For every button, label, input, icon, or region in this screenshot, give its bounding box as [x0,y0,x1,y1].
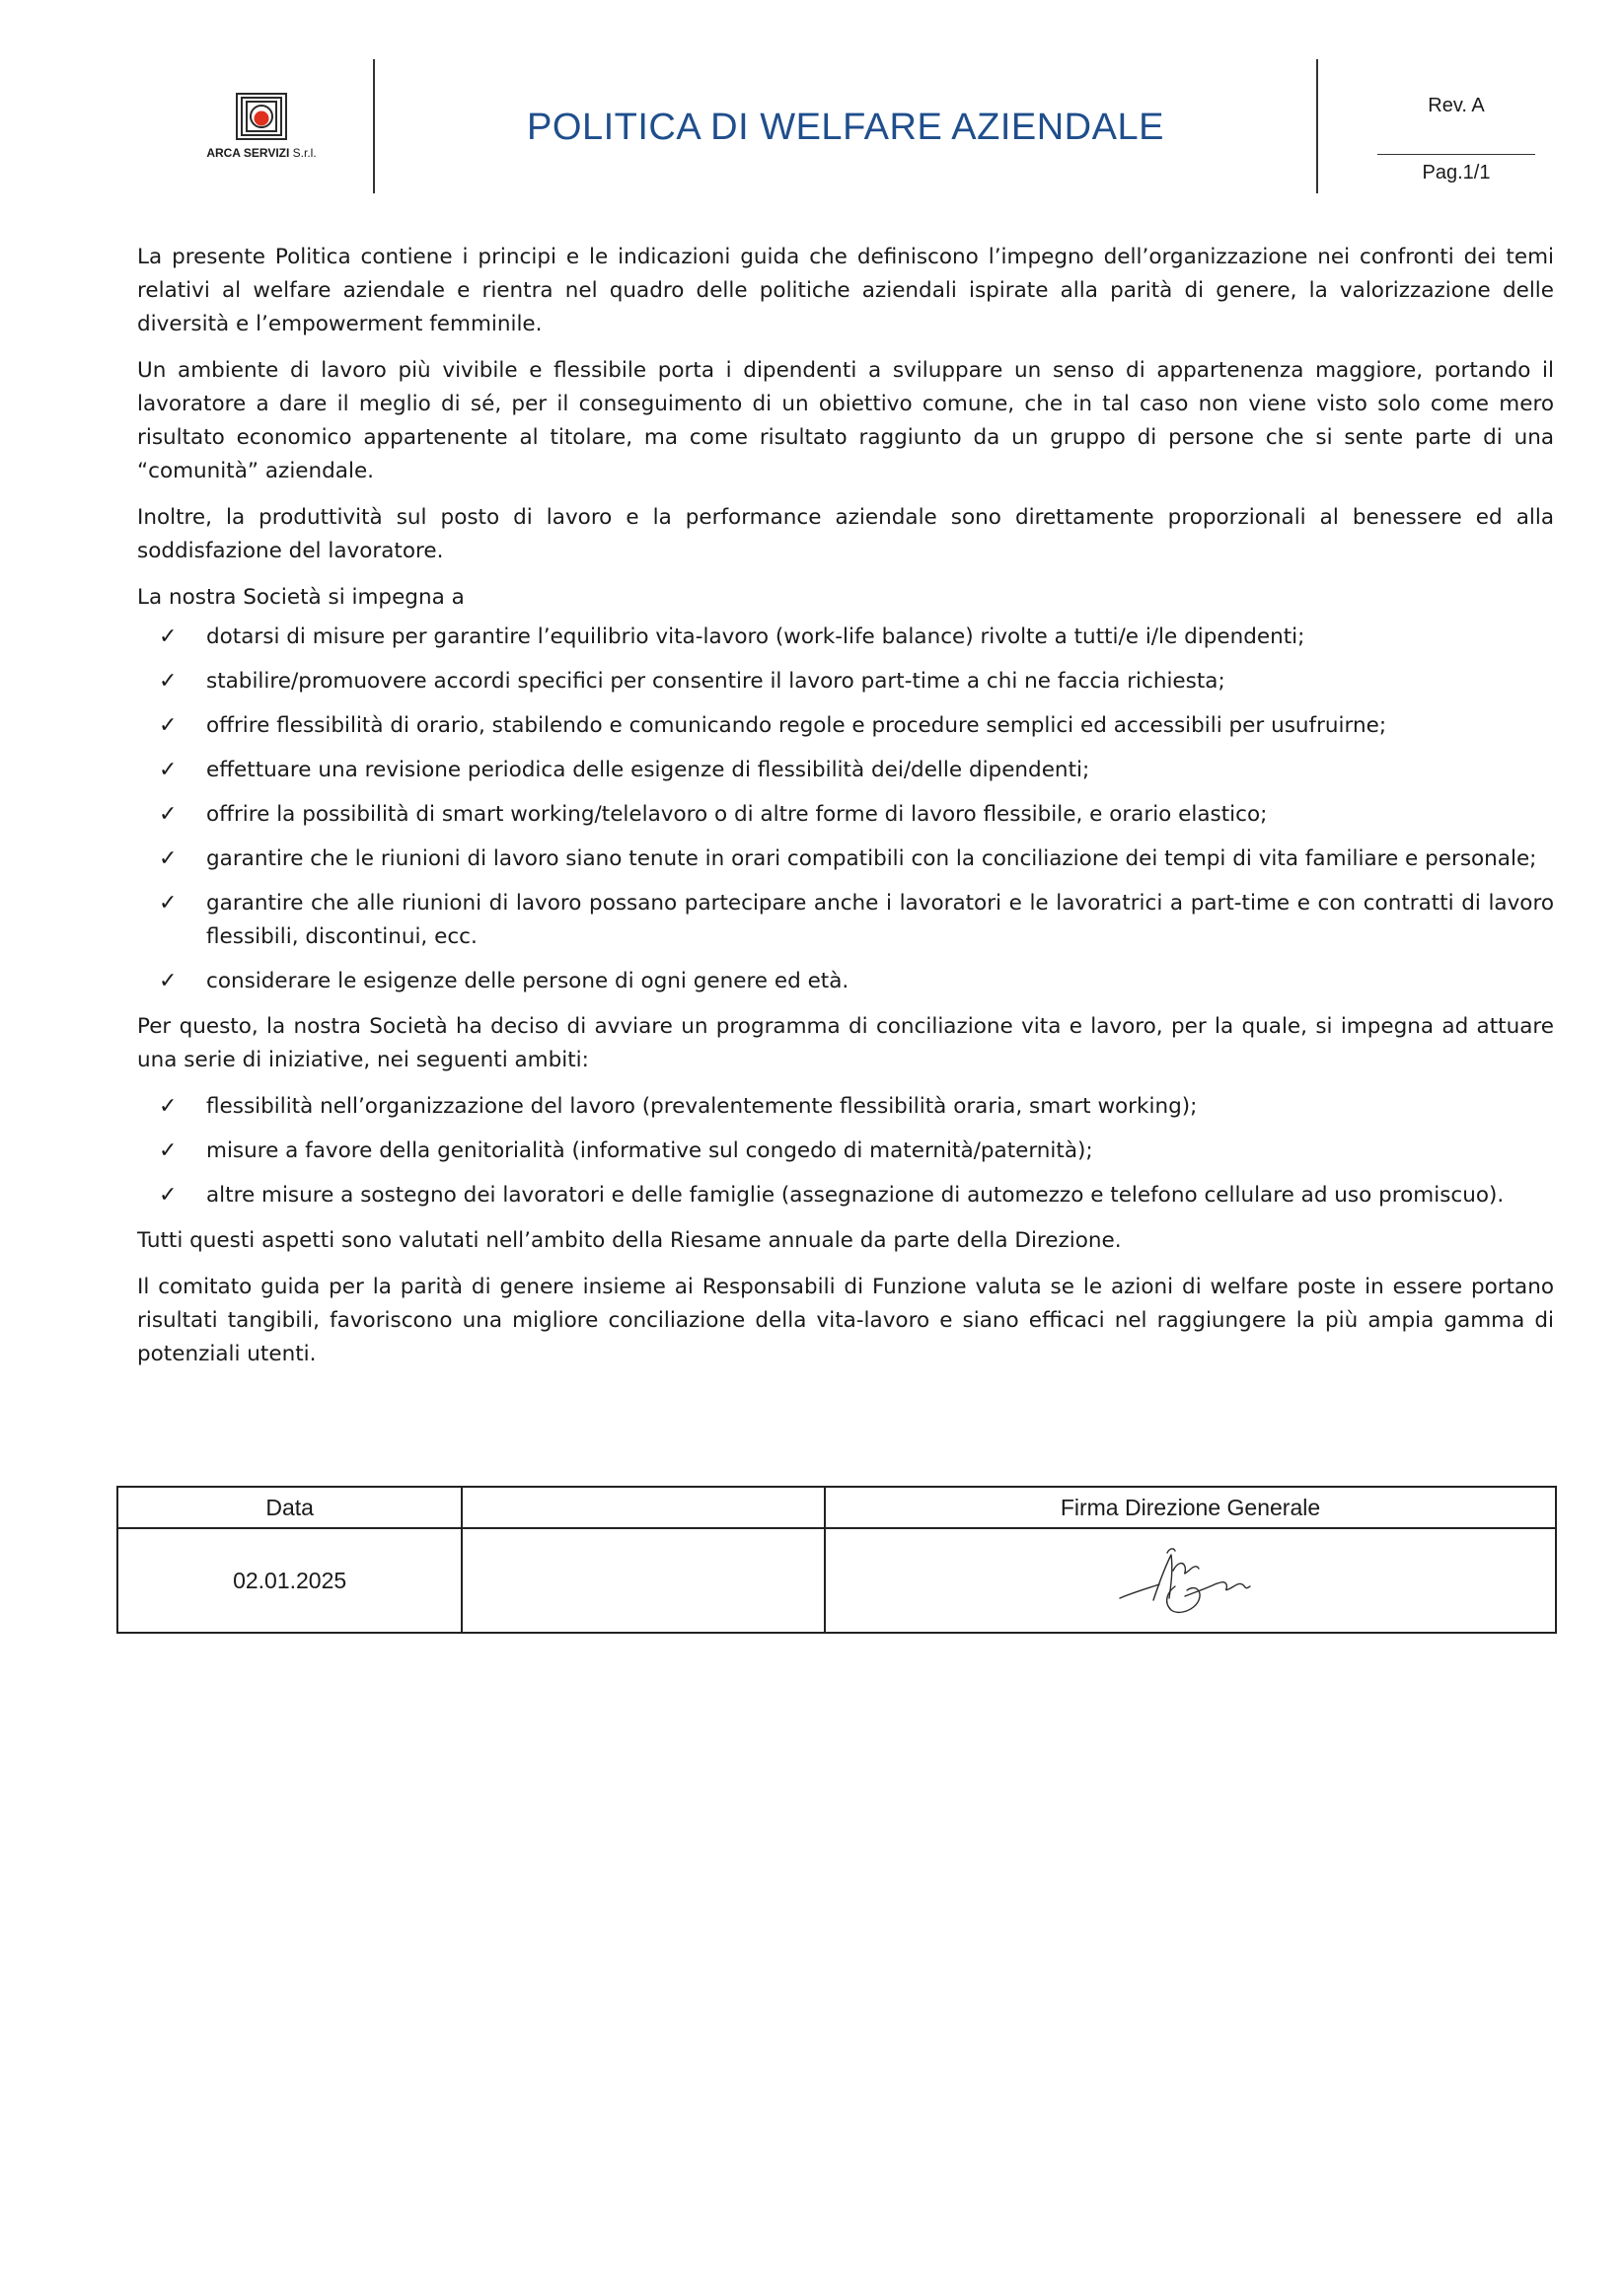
header-divider-left [373,59,375,193]
list-item [137,887,1554,954]
date-value: 02.01.2025 [117,1528,462,1633]
header-middle [462,1487,825,1528]
document-body [137,241,1554,1384]
list-item [137,843,1554,876]
header-signature: Firma Direzione Generale [825,1487,1556,1528]
header-date: Data [117,1487,462,1528]
checkmark-icon: ✓ [159,969,178,993]
company-name-text: ARCA SERVIZI [206,146,290,160]
header-divider-right [1316,59,1318,193]
list-item [137,621,1554,654]
list-item-text: effettuare una revisione periodica delle esigenze di flessibilità dei/delle dipendenti; [206,758,1090,782]
list-item [137,1135,1554,1168]
list-item-text: offrire flessibilità di orario, stabilendo e comunicando regole e procedure semplici ed accessibili per usufruirne; [206,713,1387,738]
paragraph-review: Tutti questi aspetti sono valutati nell’ambito della Riesame annuale da parte della Direzione. [137,1228,1122,1253]
company-suffix: S.r.l. [292,146,317,160]
list-item [137,709,1554,743]
handwritten-signature-icon [1116,1541,1264,1620]
list-item [137,665,1554,698]
list-item [137,965,1554,998]
page-number: Pag.1/1 [1422,162,1491,183]
checkmark-icon: ✓ [159,846,178,871]
list-item-text: stabilire/promuovere accordi specifici per consentire il lavoro part-time a chi ne faccia richiesta; [206,669,1225,694]
document-title: POLITICA DI WELFARE AZIENDALE [527,107,1164,148]
list-item-text: flessibilità nell’organizzazione del lavoro (prevalentemente flessibilità oraria, smart working); [206,1094,1198,1119]
paragraph-commitment-intro: La nostra Società si impegna a [137,585,465,610]
list-item [137,754,1554,787]
list-item-text: considerare le esigenze delle persone di ogni genere ed età. [206,969,849,993]
list-item [137,798,1554,832]
signature-cell [825,1528,1556,1633]
list-item-text: offrire la possibilità di smart working/telelavoro o di altre forme di lavoro flessibile, e orario elastico; [206,802,1268,827]
signature-table [116,1486,1557,1634]
company-name [187,146,335,160]
list-item [137,1090,1554,1124]
list-item-text: altre misure a sostegno dei lavoratori e delle famiglie (assegnazione di automezzo e telefono cellulare ad uso promiscuo). [206,1183,1505,1208]
checkmark-icon: ✓ [159,713,178,738]
list-item-text: misure a favore della genitorialità (informative sul congedo di maternità/paternità); [206,1138,1093,1163]
list-item [137,1179,1554,1212]
table-row [117,1528,1556,1633]
list-item-text: dotarsi di misure per garantire l’equilibrio vita-lavoro (work-life balance) rivolte a tutti/e i/le dipendenti; [206,624,1305,649]
commitments-list [137,621,1554,998]
paragraph-committee: Il comitato guida per la parità di genere insieme ai Responsabili di Funzione valuta se le azioni di welfare poste in essere portano risultati tangibili, favoriscono una migliore conciliazione della vita-lavoro e siano efficaci nel raggiungere la più ampia gamma di potenziali utenti. [137,1275,1554,1366]
paragraph-environment: Un ambiente di lavoro più vivibile e flessibile porta i dipendenti a sviluppare un senso di appartenenza maggiore, portando il lavoratore a dare il meglio di sé, per il conseguimento di un obiettivo comune, che in tal caso non viene visto solo come mero risultato economico appartenente al titolare, ma come risultato raggiunto da un gruppo di persone che si sente parte di una “comunità” aziendale. [137,358,1554,483]
checkmark-icon: ✓ [159,1138,178,1163]
paragraph-intro: La presente Politica contiene i principi e le indicazioni guida che definiscono l’impegno dell’organizzazione nei confronti dei temi relativi al welfare aziendale e rientra nel quadro delle politiche aziendali ispirate alla parità di genere, la valorizzazione delle diversità e l’empowerment femminile. [137,245,1554,336]
checkmark-icon: ✓ [159,802,178,827]
revision-label: Rev. A [1428,95,1485,116]
middle-value [462,1528,825,1633]
checkmark-icon: ✓ [159,1183,178,1208]
checkmark-icon: ✓ [159,1094,178,1119]
paragraph-productivity: Inoltre, la produttività sul posto di lavoro e la performance aziendale sono direttamente proporzionali al benessere ed alla soddisfazione del lavoratore. [137,505,1554,563]
paragraph-program: Per questo, la nostra Società ha deciso di avviare un programma di conciliazione vita e lavoro, per la quale, si impegna ad attuare una serie di iniziative, nei seguenti ambiti: [137,1014,1554,1072]
company-logo [187,93,335,160]
areas-list [137,1090,1554,1212]
checkmark-icon: ✓ [159,758,178,782]
checkmark-icon: ✓ [159,624,178,649]
list-item-text: garantire che le riunioni di lavoro siano tenute in orari compatibili con la conciliazione dei tempi di vita familiare e personale; [206,846,1537,871]
arca-servizi-logo-icon [236,93,287,140]
revision-divider [1377,154,1535,155]
checkmark-icon: ✓ [159,891,178,916]
list-item-text: garantire che alle riunioni di lavoro possano partecipare anche i lavoratori e le lavoratrici a part-time e con contratti di lavoro flessibili, discontinui, ecc. [206,891,1554,949]
checkmark-icon: ✓ [159,669,178,694]
table-header-row [117,1487,1556,1528]
